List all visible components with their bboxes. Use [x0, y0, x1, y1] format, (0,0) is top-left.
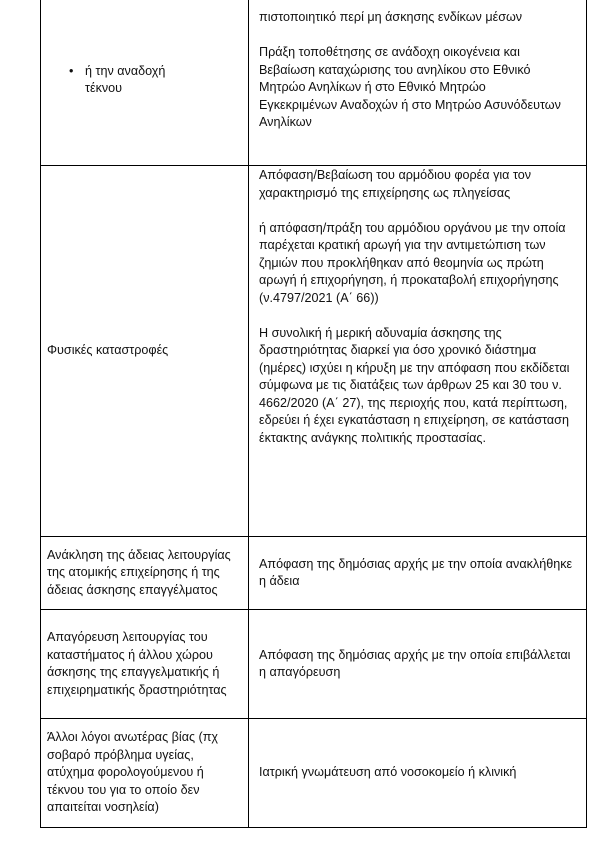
bullet-item — [47, 63, 242, 98]
ban-doc: Απόφαση της δημόσιας αρχής με την οποία επιβάλλεται η απαγόρευση — [259, 647, 571, 679]
bullet-icon: • — [69, 63, 74, 78]
cell-ban-label — [41, 610, 249, 719]
disasters-label: Φυσικές καταστροφές — [47, 343, 169, 358]
cell-force-majeure-label — [41, 719, 249, 828]
adoption-label-line2: τέκνου — [85, 81, 123, 95]
cell-force-majeure-doc — [249, 719, 587, 828]
disasters-doc-duration: Η συνολική ή μερική αδυναμία άσκησης της δραστηριότητας διαρκεί για όσο χρονικό διάστημα (ημέρες) ισχύει η κήρυξη με την απόφαση που εκδίδεται σύμφωνα με τις διατάξεις των άρθρων 25 και 30 του ν. 4662/2020 (Α΄ 27), της περιοχής που, κατά περίπτωση, εδρεύει ή έχει εγκατάσταση η επιχείρηση, σε κατάσταση έκτακτης ανάγκης πολιτικής προστασίας. — [259, 325, 570, 445]
table-row-adoption — [41, 0, 587, 166]
table-row-force-majeure — [41, 719, 587, 828]
cell-disasters-label — [41, 166, 249, 537]
adoption-doc-certificate: πιστοποιητικό περί μη άσκησης ενδίκων μέσων — [259, 10, 523, 24]
cell-revocation-doc — [249, 537, 587, 610]
table-row-license-revocation — [41, 537, 587, 610]
force-majeure-label: Άλλοι λόγοι ανωτέρας βίας (πχ σοβαρό πρόβλημα υγείας, ατύχημα φορολογούμενου ή τέκνου του για το οποίο δεν απαιτείται νοσηλεία) — [47, 730, 219, 815]
table-row-operation-ban — [41, 610, 587, 719]
force-majeure-doc: Ιατρική γνωμάτευση από νοσοκομείο ή κλινική — [259, 765, 517, 780]
cell-adoption-label — [41, 0, 249, 166]
cell-revocation-label — [41, 537, 249, 610]
adoption-label-line1: ή την αναδοχή — [85, 63, 166, 78]
table-row-disasters — [41, 166, 587, 537]
disasters-doc-decision: Απόφαση/Βεβαίωση του αρμόδιου φορέα για τον χαρακτηρισμό της επιχείρησης ως πληγείσας — [259, 168, 532, 200]
adoption-doc-placement: Πράξη τοποθέτησης σε ανάδοχη οικογένεια και Βεβαίωση καταχώρισης του ανηλίκου στο Εθνικό Μητρώο Ανηλίκων ή στο Εθνικό Μητρώο Εγκεκριμένων Αναδοχών ή στο Μητρώο Ασυνόδευτων Ανηλίκων — [259, 45, 561, 129]
cell-disasters-docs — [249, 166, 587, 537]
disasters-doc-aid: ή απόφαση/πράξη του αρμόδιου οργάνου με την οποία παρέχεται κρατική αρωγή για την αντιμετώπιση των ζημιών που προκλήθηκαν από θεομηνία ως πρώτη αρωγή ή επιχορήγηση, ή προκαταβολή επιχορήγησης (ν.4797/2021 (Α΄ 66)) — [259, 220, 566, 305]
revocation-label: Ανάκληση της άδειας λειτουργίας της ατομικής επιχείρησης ή της άδειας άσκησης επαγγέλματος — [47, 547, 231, 597]
cell-adoption-docs — [249, 0, 587, 166]
ban-label: Απαγόρευση λειτουργίας του καταστήματος ή άλλου χώρου άσκησης της επαγγελματικής ή επιχειρηματικής δραστηριότητας — [47, 630, 227, 697]
revocation-doc: Απόφαση της δημόσιας αρχής με την οποία ανακλήθηκε η άδεια — [259, 556, 573, 588]
document-table — [40, 0, 587, 828]
cell-ban-doc — [249, 610, 587, 719]
